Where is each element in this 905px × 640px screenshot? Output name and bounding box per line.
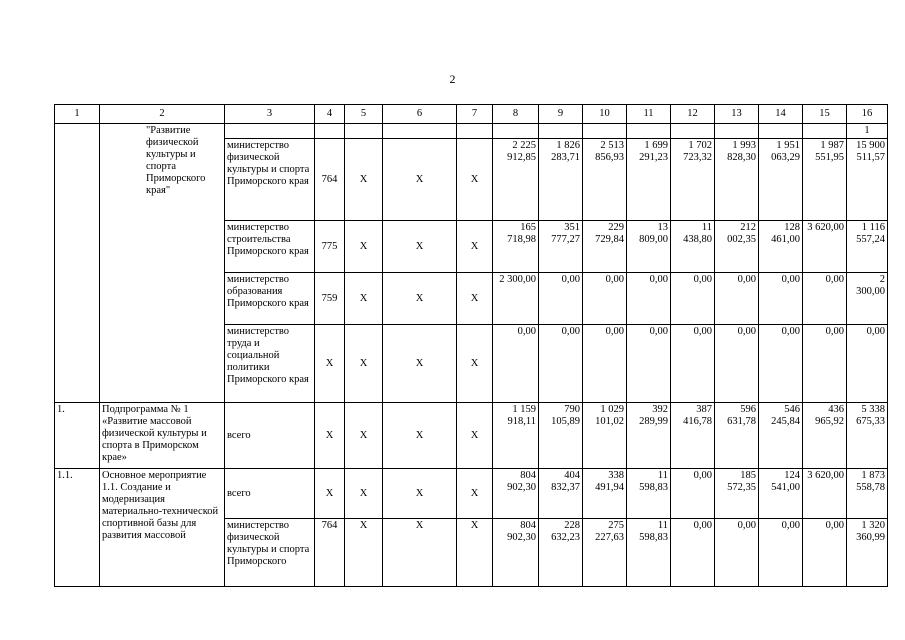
table-cell: X	[383, 403, 457, 469]
table-cell: 0,00	[671, 325, 715, 403]
table-cell: 185 572,35	[715, 469, 759, 519]
table-cell: X	[457, 221, 493, 273]
table-cell: 1 320 360,99	[847, 519, 888, 587]
header-cell: 16	[847, 105, 888, 124]
table-cell: X	[315, 325, 345, 403]
table-cell: 0,00	[671, 519, 715, 587]
program-title: "Развитие физической культуры и спорта Приморского края"	[100, 124, 225, 403]
table-cell: 1 873 558,78	[847, 469, 888, 519]
table-cell	[671, 124, 715, 139]
table-cell: министерство физической культуры и спорта Приморского	[225, 519, 315, 587]
table-cell: 228 632,23	[539, 519, 583, 587]
table-cell: 124 541,00	[759, 469, 803, 519]
table-cell: 0,00	[539, 273, 583, 325]
table-cell: 1 116 557,24	[847, 221, 888, 273]
table-cell: 2 300,00	[493, 273, 539, 325]
table-cell: 275 227,63	[583, 519, 627, 587]
table-cell: 1	[847, 124, 888, 139]
table-cell: 404 832,37	[539, 469, 583, 519]
table-cell: 0,00	[627, 325, 671, 403]
table-cell: 759	[315, 273, 345, 325]
table-cell: 13 809,00	[627, 221, 671, 273]
table-cell: 1 702 723,32	[671, 139, 715, 221]
table-cell: X	[345, 325, 383, 403]
table-cell: 3 620,00	[803, 221, 847, 273]
table-cell: 0,00	[803, 325, 847, 403]
table-cell: 15 900 511,57	[847, 139, 888, 221]
table-cell: 0,00	[539, 325, 583, 403]
table-cell: 2 513 856,93	[583, 139, 627, 221]
table-cell	[627, 124, 671, 139]
table-cell: 436 965,92	[803, 403, 847, 469]
table-cell: 546 245,84	[759, 403, 803, 469]
table-cell: 3 620,00	[803, 469, 847, 519]
table-cell: X	[383, 139, 457, 221]
table-cell	[803, 124, 847, 139]
table-row	[55, 469, 888, 519]
table-cell: X	[457, 273, 493, 325]
table-cell: 2 300,00	[847, 273, 888, 325]
table-cell: X	[383, 519, 457, 587]
table-cell: 0,00	[715, 273, 759, 325]
table-cell: 1 159 918,11	[493, 403, 539, 469]
table-cell: X	[383, 469, 457, 519]
table-cell: X	[383, 221, 457, 273]
table-cell: X	[457, 519, 493, 587]
table-cell: 1 987 551,95	[803, 139, 847, 221]
table-cell: 1 029 101,02	[583, 403, 627, 469]
table-cell: 1 993 828,30	[715, 139, 759, 221]
table-cell: 1 826 283,71	[539, 139, 583, 221]
table-cell: министерство труда и социальной политики Приморского края	[225, 325, 315, 403]
table-cell: X	[457, 403, 493, 469]
table-cell: 165 718,98	[493, 221, 539, 273]
table-cell: министерство физической культуры и спорта Приморского края	[225, 139, 315, 221]
header-cell: 1	[55, 105, 100, 124]
table-row	[55, 124, 888, 139]
table-cell: X	[345, 403, 383, 469]
table-cell: 0,00	[759, 273, 803, 325]
table-cell	[383, 124, 457, 139]
table-cell: 212 002,35	[715, 221, 759, 273]
table-cell	[457, 124, 493, 139]
table-cell: 596 631,78	[715, 403, 759, 469]
header-cell: 5	[345, 105, 383, 124]
table-cell: 0,00	[715, 519, 759, 587]
table-cell: X	[383, 325, 457, 403]
table-cell: 1.	[55, 403, 100, 469]
budget-table	[54, 104, 888, 587]
table-cell: X	[345, 139, 383, 221]
table-cell: X	[457, 469, 493, 519]
table-cell	[345, 124, 383, 139]
table-cell: X	[383, 273, 457, 325]
header-cell: 11	[627, 105, 671, 124]
header-cell: 8	[493, 105, 539, 124]
table-cell: 11 598,83	[627, 469, 671, 519]
table-cell: X	[457, 325, 493, 403]
table-cell: 11 438,80	[671, 221, 715, 273]
table-cell: 0,00	[627, 273, 671, 325]
table-cell: 0,00	[803, 519, 847, 587]
header-cell: 6	[383, 105, 457, 124]
table-cell: X	[345, 519, 383, 587]
header-cell: 10	[583, 105, 627, 124]
table-cell: 804 902,30	[493, 519, 539, 587]
table-cell: 0,00	[847, 325, 888, 403]
table-cell: 0,00	[671, 273, 715, 325]
header-cell: 3	[225, 105, 315, 124]
header-cell: 13	[715, 105, 759, 124]
table-cell	[539, 124, 583, 139]
table-cell: 128 461,00	[759, 221, 803, 273]
table-row	[55, 403, 888, 469]
table-cell: 0,00	[583, 325, 627, 403]
table-cell: 0,00	[583, 273, 627, 325]
header-cell: 14	[759, 105, 803, 124]
table-cell: 0,00	[493, 325, 539, 403]
table-cell: 2 225 912,85	[493, 139, 539, 221]
table-cell: 764	[315, 139, 345, 221]
table-cell: 790 105,89	[539, 403, 583, 469]
table-cell	[583, 124, 627, 139]
header-cell: 7	[457, 105, 493, 124]
table-cell: 11 598,83	[627, 519, 671, 587]
table-cell: 392 289,99	[627, 403, 671, 469]
subprogram-title: Подпрограмма № 1 «Развитие массовой физической культуры и спорта в Приморском крае»	[100, 403, 225, 469]
table-cell: X	[345, 469, 383, 519]
header-cell: 9	[539, 105, 583, 124]
table-cell: X	[457, 139, 493, 221]
table-cell: министерство строительства Приморского края	[225, 221, 315, 273]
page-number: 2	[449, 72, 456, 86]
activity-title: Основное мероприятие 1.1. Создание и модернизация материально-технической спортивной базы для развития массовой	[100, 469, 225, 587]
table-cell: 338 491,94	[583, 469, 627, 519]
table-cell: 0,00	[803, 273, 847, 325]
table-cell: X	[315, 469, 345, 519]
table-cell: министерство образования Приморского края	[225, 273, 315, 325]
table-cell: 1 699 291,23	[627, 139, 671, 221]
table-cell: 775	[315, 221, 345, 273]
header-cell: 2	[100, 105, 225, 124]
table-cell	[315, 124, 345, 139]
table-cell: 0,00	[715, 325, 759, 403]
table-cell: всего	[225, 469, 315, 519]
table-cell: 0,00	[759, 519, 803, 587]
table-cell: 0,00	[759, 325, 803, 403]
table-cell: 351 777,27	[539, 221, 583, 273]
table-cell	[55, 124, 100, 403]
table-cell	[715, 124, 759, 139]
header-cell: 15	[803, 105, 847, 124]
table-cell	[759, 124, 803, 139]
table-cell: X	[345, 273, 383, 325]
table-cell	[225, 124, 315, 139]
table-cell: 5 338 675,33	[847, 403, 888, 469]
table-cell: 1.1.	[55, 469, 100, 587]
table-cell: 229 729,84	[583, 221, 627, 273]
table-cell: X	[345, 221, 383, 273]
table-cell: всего	[225, 403, 315, 469]
header-row	[55, 105, 888, 124]
table-cell: X	[315, 403, 345, 469]
table-cell: 0,00	[671, 469, 715, 519]
header-cell: 12	[671, 105, 715, 124]
table-cell	[493, 124, 539, 139]
table-cell: 387 416,78	[671, 403, 715, 469]
header-cell: 4	[315, 105, 345, 124]
table-cell: 1 951 063,29	[759, 139, 803, 221]
table-cell: 804 902,30	[493, 469, 539, 519]
table-cell: 764	[315, 519, 345, 587]
